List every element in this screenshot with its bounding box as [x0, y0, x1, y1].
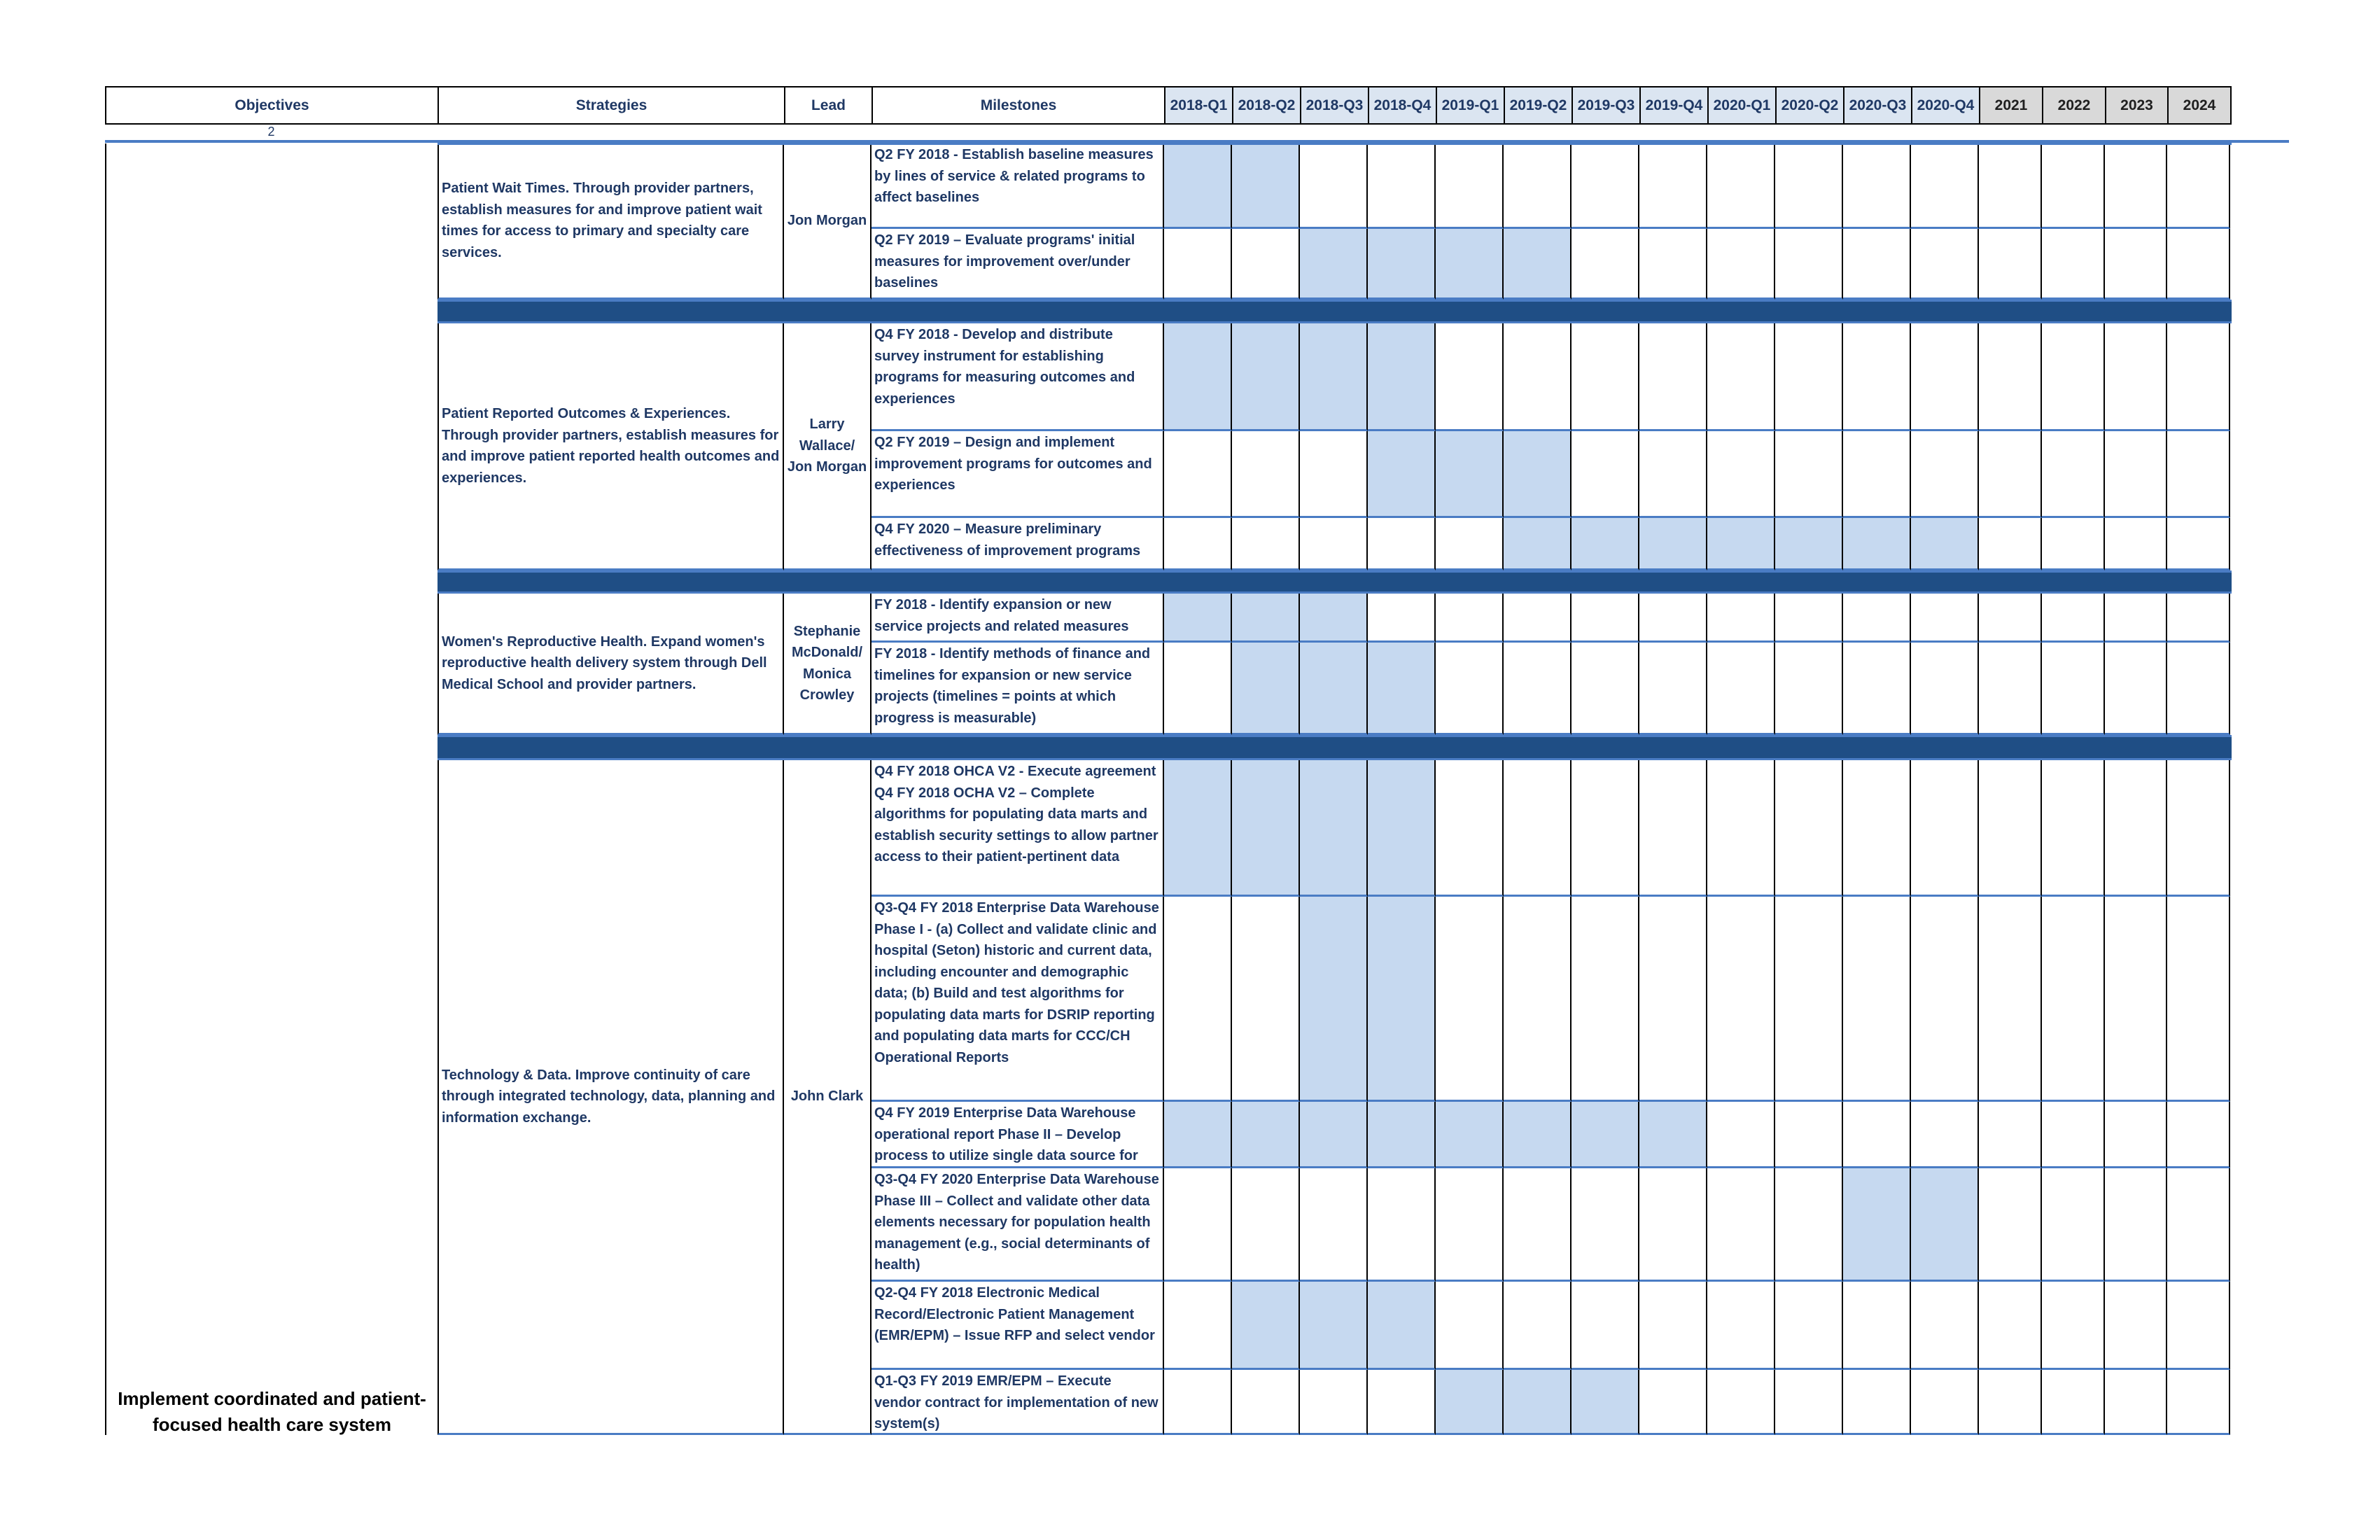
header-period: 2019-Q4 [1639, 86, 1709, 125]
timeline-cell [2167, 594, 2230, 643]
timeline-cell [1911, 1282, 1979, 1370]
timeline-cell [2105, 144, 2167, 229]
timeline-cell [2105, 594, 2167, 643]
timeline-cell [1775, 144, 1843, 229]
timeline-cell [1300, 518, 1368, 570]
timeline-cell [1300, 144, 1368, 229]
timeline-cell-filled [1843, 518, 1911, 570]
timeline-cell [1572, 323, 1639, 431]
timeline-cell [1775, 594, 1843, 643]
milestone-cell: Q3-Q4 FY 2020 Enterprise Data Warehouse Phase III – Collect and validate other data elements necessary for population health management (e.g., social determinants of health) [872, 1168, 1164, 1282]
timeline-cell [2105, 1168, 2167, 1282]
milestone-cell: Q4 FY 2018 OHCA V2 - Execute agreement Q4 FY 2018 OCHA V2 – Complete algorithms for populating data marts and establish security settings to allow partner access to their patient-pertinent data [872, 760, 1164, 897]
timeline-cell [1775, 1370, 1843, 1435]
timeline-cell-filled [1775, 518, 1843, 570]
body-top-border [438, 143, 2232, 145]
timeline-cell-filled [1436, 1102, 1504, 1168]
timeline-cell [1436, 897, 1504, 1102]
milestone-cell: Q2 FY 2018 - Establish baseline measures by lines of service & related programs to affect baselines [872, 144, 1164, 229]
timeline-cell [1911, 1370, 1979, 1435]
timeline-cell [1775, 1282, 1843, 1370]
timeline-cell [2105, 643, 2167, 735]
timeline-cell [2167, 431, 2230, 518]
timeline-cell [1843, 1370, 1911, 1435]
timeline-cell [1639, 1282, 1707, 1370]
timeline-cell [1843, 760, 1911, 897]
timeline-cell [2167, 323, 2230, 431]
timeline-cell [1300, 1370, 1368, 1435]
timeline-cell-filled [1639, 518, 1707, 570]
timeline-cell-filled [1843, 1168, 1911, 1282]
timeline-cell [2167, 1102, 2230, 1168]
timeline-cell-filled [1911, 1168, 1979, 1282]
timeline-cell [1232, 897, 1300, 1102]
header-period: 2024 [2167, 86, 2232, 125]
timeline-cell-filled [1164, 1102, 1232, 1168]
timeline-cell-filled [1368, 643, 1436, 735]
timeline-cell [2167, 1282, 2230, 1370]
timeline-cell-filled [1232, 323, 1300, 431]
timeline-cell [1232, 431, 1300, 518]
timeline-cell [1707, 643, 1775, 735]
timeline-cell [1572, 760, 1639, 897]
timeline-cell [2167, 1370, 2230, 1435]
timeline-cell-filled [1368, 897, 1436, 1102]
timeline-cell-filled [1164, 760, 1232, 897]
timeline-cell-filled [1164, 144, 1232, 229]
timeline-cell [1504, 760, 1572, 897]
timeline-cell-filled [1368, 229, 1436, 300]
timeline-cell [1164, 431, 1232, 518]
timeline-cell [1639, 1370, 1707, 1435]
timeline-cell [2167, 1168, 2230, 1282]
timeline-cell [1504, 643, 1572, 735]
timeline-cell [2167, 760, 2230, 897]
timeline-cell [1775, 323, 1843, 431]
timeline-cell [1843, 643, 1911, 735]
timeline-cell-filled [1368, 760, 1436, 897]
timeline-cell [2042, 229, 2105, 300]
header-period: 2020-Q3 [1843, 86, 1912, 125]
milestone-cell: Q2-Q4 FY 2018 Electronic Medical Record/Electronic Patient Management (EMR/EPM) – Issue RFP and select vendor [872, 1282, 1164, 1370]
timeline-cell [2042, 643, 2105, 735]
timeline-cell [1436, 1168, 1504, 1282]
timeline-cell [1232, 1370, 1300, 1435]
timeline-cell [1639, 1168, 1707, 1282]
header-period: 2022 [2042, 86, 2106, 125]
timeline-cell-filled [1436, 431, 1504, 518]
header-lead: Lead [784, 86, 873, 125]
header-period: 2020-Q2 [1775, 86, 1844, 125]
timeline-cell [1979, 643, 2042, 735]
milestone-cell: Q4 FY 2018 - Develop and distribute survey instrument for establishing programs for measuring outcomes and experiences [872, 323, 1164, 431]
timeline-cell [1232, 1168, 1300, 1282]
timeline-cell [1436, 643, 1504, 735]
timeline-cell [1707, 1282, 1775, 1370]
timeline-cell [1979, 144, 2042, 229]
timeline-cell [1300, 1168, 1368, 1282]
timeline-cell [1775, 1168, 1843, 1282]
group-separator [438, 300, 2232, 323]
timeline-cell [1368, 1370, 1436, 1435]
timeline-cell [1843, 1102, 1911, 1168]
timeline-cell [1639, 323, 1707, 431]
timeline-cell [2042, 323, 2105, 431]
timeline-cell [1843, 323, 1911, 431]
timeline-cell [2042, 1370, 2105, 1435]
milestone-cell: Q4 FY 2019 Enterprise Data Warehouse operational report Phase II – Develop process to utilize single data source for [872, 1102, 1164, 1168]
timeline-cell [2105, 897, 2167, 1102]
timeline-cell [1707, 144, 1775, 229]
timeline-cell [1572, 431, 1639, 518]
timeline-cell-filled [1572, 518, 1639, 570]
header-strategies: Strategies [438, 86, 785, 125]
timeline-cell [1639, 643, 1707, 735]
milestone-cell: FY 2018 - Identify expansion or new service projects and related measures [872, 594, 1164, 643]
timeline-cell [1843, 897, 1911, 1102]
timeline-cell [2167, 144, 2230, 229]
timeline-cell [1775, 760, 1843, 897]
timeline-cell [1911, 229, 1979, 300]
timeline-cell-filled [1300, 229, 1368, 300]
objective-text: Implement coordinated and patient-focused health care system [118, 1388, 426, 1435]
milestone-cell: Q2 FY 2019 – Evaluate programs' initial measures for improvement over/under baselines [872, 229, 1164, 300]
timeline-cell-filled [1300, 594, 1368, 643]
timeline-cell [2042, 760, 2105, 897]
timeline-cell [1707, 594, 1775, 643]
timeline-cell [1368, 594, 1436, 643]
timeline-cell [1979, 594, 2042, 643]
timeline-cell [1164, 229, 1232, 300]
header-period: 2019-Q1 [1436, 86, 1505, 125]
timeline-cell [1504, 144, 1572, 229]
page-number: 2 [267, 125, 275, 139]
timeline-cell [1707, 431, 1775, 518]
timeline-cell [1979, 229, 2042, 300]
timeline-cell [1911, 897, 1979, 1102]
milestone-cell: Q1-Q3 FY 2019 EMR/EPM – Execute vendor contract for implementation of new system(s) [872, 1370, 1164, 1435]
timeline-cell [1979, 1168, 2042, 1282]
timeline-cell [1504, 1282, 1572, 1370]
header-period: 2021 [1979, 86, 2043, 125]
timeline-cell-filled [1639, 1102, 1707, 1168]
timeline-cell [1911, 760, 1979, 897]
timeline-cell [1164, 643, 1232, 735]
group-separator [438, 735, 2232, 760]
timeline-cell [1232, 518, 1300, 570]
strategy-cell: Patient Reported Outcomes & Experiences. Through provider partners, establish measures for and improve patient reported health outcomes and experiences. [438, 323, 784, 570]
timeline-cell [1232, 229, 1300, 300]
header-period: 2023 [2105, 86, 2169, 125]
timeline-cell-filled [1504, 518, 1572, 570]
timeline-cell [1504, 594, 1572, 643]
lead-cell: John Clark [784, 760, 872, 1435]
timeline-cell [1436, 518, 1504, 570]
timeline-cell [1572, 1168, 1639, 1282]
timeline-cell-filled [1300, 1282, 1368, 1370]
timeline-cell [1639, 594, 1707, 643]
header-period: 2018-Q4 [1368, 86, 1437, 125]
timeline-cell [2042, 594, 2105, 643]
lead-cell: Jon Morgan [784, 144, 872, 300]
timeline-cell [2042, 144, 2105, 229]
timeline-cell [2042, 1168, 2105, 1282]
timeline-cell [1639, 760, 1707, 897]
timeline-cell-filled [1436, 1370, 1504, 1435]
timeline-cell [1707, 760, 1775, 897]
timeline-cell-filled [1368, 431, 1436, 518]
timeline-cell [1572, 229, 1639, 300]
timeline-cell [1979, 1102, 2042, 1168]
timeline-cell [1843, 229, 1911, 300]
header-period: 2020-Q1 [1707, 86, 1777, 125]
timeline-cell-filled [1707, 518, 1775, 570]
timeline-cell [2167, 643, 2230, 735]
timeline-cell [1436, 594, 1504, 643]
timeline-cell [1843, 431, 1911, 518]
timeline-cell [1164, 1282, 1232, 1370]
timeline-cell-filled [1504, 1370, 1572, 1435]
timeline-cell [1300, 431, 1368, 518]
timeline-cell [1979, 760, 2042, 897]
timeline-cell [1775, 229, 1843, 300]
timeline-cell [1572, 643, 1639, 735]
timeline-cell [2105, 323, 2167, 431]
header-objectives: Objectives [105, 86, 439, 125]
timeline-cell [1911, 594, 1979, 643]
timeline-cell [1911, 144, 1979, 229]
timeline-cell [1979, 1370, 2042, 1435]
timeline-cell [1707, 1370, 1775, 1435]
timeline-cell [2105, 431, 2167, 518]
timeline-cell-filled [1504, 1102, 1572, 1168]
timeline-cell-filled [1572, 1370, 1639, 1435]
timeline-cell-filled [1164, 323, 1232, 431]
timeline-cell [1979, 518, 2042, 570]
timeline-cell [1843, 594, 1911, 643]
timeline-cell [2042, 431, 2105, 518]
header-period: 2018-Q3 [1300, 86, 1369, 125]
lead-cell: Larry Wallace/ Jon Morgan [784, 323, 872, 570]
timeline-cell [1911, 323, 1979, 431]
timeline-cell [1979, 323, 2042, 431]
timeline-cell [1164, 518, 1232, 570]
timeline-cell-filled [1232, 594, 1300, 643]
timeline-cell [1979, 1282, 2042, 1370]
timeline-cell-filled [1368, 1282, 1436, 1370]
timeline-cell [1775, 1102, 1843, 1168]
timeline-cell-filled [1300, 897, 1368, 1102]
timeline-cell [1436, 760, 1504, 897]
timeline-cell [1572, 594, 1639, 643]
header-milestones: Milestones [872, 86, 1166, 125]
timeline-cell [1639, 897, 1707, 1102]
timeline-cell-filled [1232, 760, 1300, 897]
timeline-cell [1504, 1168, 1572, 1282]
timeline-cell [1843, 144, 1911, 229]
timeline-cell [1368, 518, 1436, 570]
timeline-cell [2042, 1282, 2105, 1370]
timeline-cell [1164, 897, 1232, 1102]
header-period: 2019-Q2 [1504, 86, 1573, 125]
timeline-cell-filled [1232, 643, 1300, 735]
timeline-cell [1436, 1282, 1504, 1370]
header-period: 2018-Q2 [1232, 86, 1301, 125]
timeline-cell [1911, 431, 1979, 518]
timeline-cell-filled [1232, 1102, 1300, 1168]
milestone-cell: Q2 FY 2019 – Design and implement improvement programs for outcomes and experiences [872, 431, 1164, 518]
timeline-cell [2167, 518, 2230, 570]
strategy-cell: Women's Reproductive Health. Expand women's reproductive health delivery system through Dell Medical School and provider partners. [438, 594, 784, 735]
timeline-cell [1707, 1102, 1775, 1168]
timeline-cell-filled [1232, 144, 1300, 229]
timeline-cell [1639, 144, 1707, 229]
timeline-cell [1164, 1168, 1232, 1282]
timeline-cell [1164, 1370, 1232, 1435]
timeline-cell [1707, 323, 1775, 431]
timeline-cell [1775, 643, 1843, 735]
timeline-cell [1368, 144, 1436, 229]
timeline-cell [1707, 229, 1775, 300]
timeline-cell [1775, 897, 1843, 1102]
timeline-cell [2105, 1102, 2167, 1168]
timeline-cell [2042, 897, 2105, 1102]
timeline-cell [1707, 1168, 1775, 1282]
milestone-cell: Q3-Q4 FY 2018 Enterprise Data Warehouse Phase I - (a) Collect and validate clinic and hospital (Seton) historic and current data, including encounter and demographic data; (b) Build and test algorithms for populating data marts for DSRIP reporting and populating data marts for CCC/CH Operational Reports [872, 897, 1164, 1102]
timeline-cell-filled [1504, 431, 1572, 518]
timeline-cell-filled [1300, 643, 1368, 735]
timeline-cell-filled [1368, 323, 1436, 431]
timeline-cell [1368, 1168, 1436, 1282]
timeline-cell [1911, 643, 1979, 735]
timeline-cell-filled [1368, 1102, 1436, 1168]
header-period: 2020-Q4 [1911, 86, 1980, 125]
timeline-cell-filled [1300, 760, 1368, 897]
timeline-cell-filled [1436, 229, 1504, 300]
timeline-cell [2167, 229, 2230, 300]
timeline-cell [1639, 431, 1707, 518]
group-separator [438, 570, 2232, 594]
strategy-cell: Patient Wait Times. Through provider partners, establish measures for and improve patient wait times for access to primary and specialty care services. [438, 144, 784, 300]
timeline-cell-filled [1300, 323, 1368, 431]
timeline-cell-filled [1911, 518, 1979, 570]
timeline-cell [1572, 1282, 1639, 1370]
strategy-cell: Technology & Data. Improve continuity of care through integrated technology, data, planning and information exchange. [438, 760, 784, 1435]
timeline-cell [1504, 323, 1572, 431]
timeline-cell [2105, 518, 2167, 570]
timeline-cell [1911, 1102, 1979, 1168]
timeline-cell [1707, 897, 1775, 1102]
timeline-cell [2105, 229, 2167, 300]
timeline-cell [2105, 1282, 2167, 1370]
lead-cell: Stephanie McDonald/ Monica Crowley [784, 594, 872, 735]
timeline-cell [1572, 144, 1639, 229]
timeline-cell [1979, 897, 2042, 1102]
timeline-cell [1504, 897, 1572, 1102]
timeline-cell [2042, 518, 2105, 570]
timeline-cell [1436, 144, 1504, 229]
timeline-cell-filled [1232, 1282, 1300, 1370]
timeline-cell-filled [1572, 1102, 1639, 1168]
timeline-cell [1572, 897, 1639, 1102]
milestone-cell: Q4 FY 2020 – Measure preliminary effectiveness of improvement programs [872, 518, 1164, 570]
timeline-cell [2042, 1102, 2105, 1168]
timeline-cell [2105, 1370, 2167, 1435]
timeline-cell [1979, 431, 2042, 518]
timeline-cell-filled [1504, 229, 1572, 300]
milestone-cell: FY 2018 - Identify methods of finance and timelines for expansion or new service projects (timelines = points at which progress is measurable) [872, 643, 1164, 735]
timeline-cell [1436, 323, 1504, 431]
header-period: 2019-Q3 [1572, 86, 1641, 125]
timeline-cell [2105, 760, 2167, 897]
objective-column-left-border [105, 144, 106, 1435]
timeline-cell [1843, 1282, 1911, 1370]
timeline-cell [2167, 897, 2230, 1102]
header-period: 2018-Q1 [1164, 86, 1233, 125]
timeline-cell [1775, 431, 1843, 518]
timeline-cell [1639, 229, 1707, 300]
timeline-cell-filled [1300, 1102, 1368, 1168]
timeline-cell-filled [1164, 594, 1232, 643]
